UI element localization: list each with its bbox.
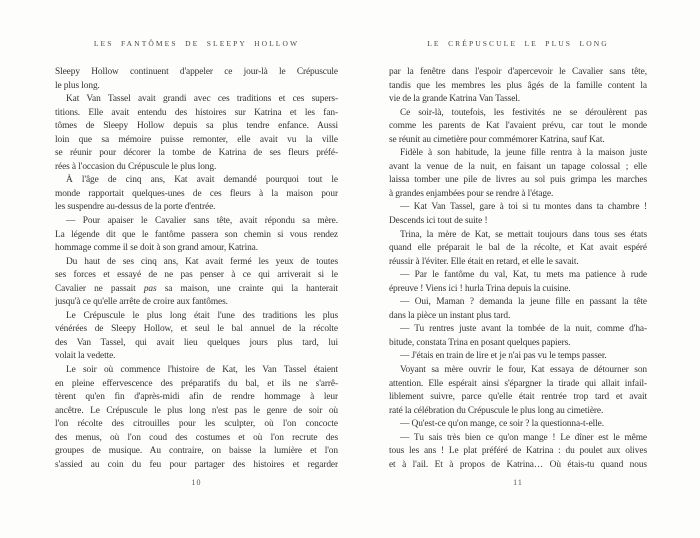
- text-line: ancêtre. Le Crépuscule le plus long n'est pas le genre de soir où: [55, 405, 338, 416]
- text-line: Ce soir-là, toutefois, les festivités ne se déroulèrent pas: [400, 107, 647, 118]
- text-line: le plus long.: [55, 80, 100, 91]
- page-number-right: 11: [513, 478, 523, 487]
- text-line: Fidèle à son habitude, la jeune fille rentra à la maison juste: [400, 148, 647, 159]
- text-line: titions. Elle avait entendu des histoires sur Katrina et les fan-: [55, 107, 338, 118]
- running-head-left: LES FANTÔMES DE SLEEPY HOLLOW: [93, 39, 300, 48]
- text-line: Cavalier ne passait pas sa maison, une crainte qui la hanterait: [55, 283, 338, 294]
- text-line: tandis que les membres les plus âgés de la famille content la: [389, 80, 647, 91]
- text-line: — Par le fantôme du val, Kat, tu mets ma patience à rude: [400, 270, 647, 281]
- text-line: Descends ici tout de suite !: [389, 216, 488, 227]
- text-line: en pleine effervescence des préparatifs du bal, et ils ne s'arrê-: [55, 378, 338, 389]
- text-line: rées à l'occasion du Crépuscule le plus long.: [55, 161, 217, 172]
- text-line: La légende dit que le fantôme passera son chemin si vous rendez: [55, 229, 338, 240]
- text-line: volait la vedette.: [55, 351, 116, 362]
- text-line: Le Crépuscule le plus long était l'une des traditions les plus: [66, 310, 338, 321]
- text-line: avant la venue de la nuit, en faisant un tapage colossal ; elle: [389, 161, 647, 172]
- text-line: — Qu'est-ce qu'on mange, ce soir ? la questionna-t-elle.: [400, 419, 604, 430]
- text-line: s'assied au coin du feu pour partager des histoires et regarder: [55, 459, 338, 470]
- page-number-left: 10: [191, 478, 202, 487]
- text-line: dans la pièce un instant plus tard.: [389, 310, 511, 321]
- text-line: — J'étais en train de lire et je n'ai pas vu le temps passer.: [400, 351, 607, 362]
- text-line: épreuve ! Viens ici ! hurla Trina depuis la cuisine.: [389, 283, 571, 294]
- text-line: — Kat Van Tassel, gare à toi si tu montes dans ta chambre !: [400, 202, 647, 213]
- running-head-right: LE CRÉPUSCULE LE PLUS LONG: [427, 39, 609, 48]
- text-line: tous les ans ! Le plat préféré de Katrina : du poulet aux olives: [389, 446, 647, 457]
- text-line: À l'âge de cinq ans, Kat avait demandé pourquoi tout le: [66, 175, 338, 186]
- text-line: les suspendre au-dessus de la porte d'entrée.: [55, 202, 216, 213]
- page-left-text-column: [55, 66, 338, 472]
- text-line: Le soir où commence l'histoire de Kat, les Van Tassel étaient: [66, 365, 338, 376]
- text-line: hommage comme il se doit à son grand amour, Katrina.: [55, 243, 258, 254]
- text-line: attention. Elle espérait ainsi s'épargner la tirade qui allait infail-: [389, 378, 647, 389]
- text-line: par la fenêtre dans l'espoir d'apercevoir le Cavalier sans tête,: [389, 67, 647, 77]
- text-line: vénérées de Sleepy Hollow, et seul le bal annuel de la récolte: [55, 324, 338, 335]
- text-line: tômes de Sleepy Hollow depuis sa plus tendre enfance. Aussi: [55, 121, 338, 132]
- text-line: se réunir pour décorer la tombe de Katrina de ses fleurs préfé-: [55, 148, 338, 159]
- text-line: jusqu'à ce qu'elle arrête de croire aux fantômes.: [55, 297, 228, 308]
- text-line: réussir à l'éviter. Elle était en retard, et elle le savait.: [389, 256, 579, 267]
- text-line: laissa tomber une pile de livres au sol puis grimpa les marches: [389, 175, 647, 186]
- text-line: à grandes enjambées pour se rendre à l'étage.: [389, 188, 554, 199]
- text-line: comme les parents de Kat l'avaient prévu, car tout le monde: [389, 121, 647, 132]
- text-line: loin que sa mémoire puisse remonter, elle avait vu la ville: [55, 134, 338, 145]
- text-line: Voyant sa mère ouvrir le four, Kat essaya de détourner son: [400, 365, 647, 376]
- text-line: bitude, constata Trina en posant quelques papiers.: [389, 337, 571, 348]
- text-line: — Tu sais très bien ce qu'on mange ! Le dîner est le même: [400, 432, 647, 443]
- text-line: des Van Tassel, qui avait lieu quelques jours plus tard, lui: [55, 337, 338, 348]
- text-line: vie de la grande Katrina Van Tassel.: [389, 94, 521, 105]
- text-line: groupes de musique. Au contraire, on baisse la lumière et l'on: [55, 446, 338, 457]
- text-line: se réunit au cimetière pour commémorer Katrina, sauf Kat.: [389, 134, 605, 145]
- text-line: liblement suivre, parce qu'elle était rentrée trop tard et avait: [389, 392, 647, 403]
- text-line: raté la célébration du Crépuscule le plus long au cimetière.: [389, 405, 604, 416]
- text-line: Sleepy Hollow continuent d'appeler ce jour-là le Crépuscule: [55, 67, 338, 77]
- text-line: des menus, où l'on coud des costumes et où l'on recrute des: [55, 432, 338, 443]
- text-line: Trina, la mère de Kat, se mettait toujours dans tous ses états: [400, 229, 647, 240]
- text-line: quand elle préparait le bal de la récolte, et Kat avait espéré: [389, 243, 647, 254]
- text-line: monde rapportait quelques-unes de ces fleurs à la maison pour: [55, 188, 338, 199]
- text-line: Du haut de ses cinq ans, Kat avait fermé les yeux de toutes: [66, 256, 338, 267]
- text-line: — Pour apaiser le Cavalier sans tête, avait répondu sa mère.: [66, 216, 338, 227]
- text-line: ses forces et essayé de ne pas penser à ce qui arriverait si le: [55, 270, 338, 281]
- text-line: — Tu rentres juste avant la tombée de la nuit, comme d'ha-: [400, 324, 647, 335]
- text-line: — Oui, Maman ? demanda la jeune fille en passant la tête: [400, 297, 647, 308]
- text-line: Kat Van Tassel avait grandi avec ces traditions et ces supers-: [66, 94, 338, 105]
- text-line: l'on récolte des citrouilles pour les sculpter, où l'on concocte: [55, 419, 338, 430]
- page-right-text-column: [389, 66, 647, 472]
- text-line: tèrent qu'en fin d'après-midi afin de rendre hommage à leur: [55, 392, 338, 403]
- text-line: et à l'ail. Et à propos de Katrina… Où étais-tu quand nous: [389, 459, 647, 470]
